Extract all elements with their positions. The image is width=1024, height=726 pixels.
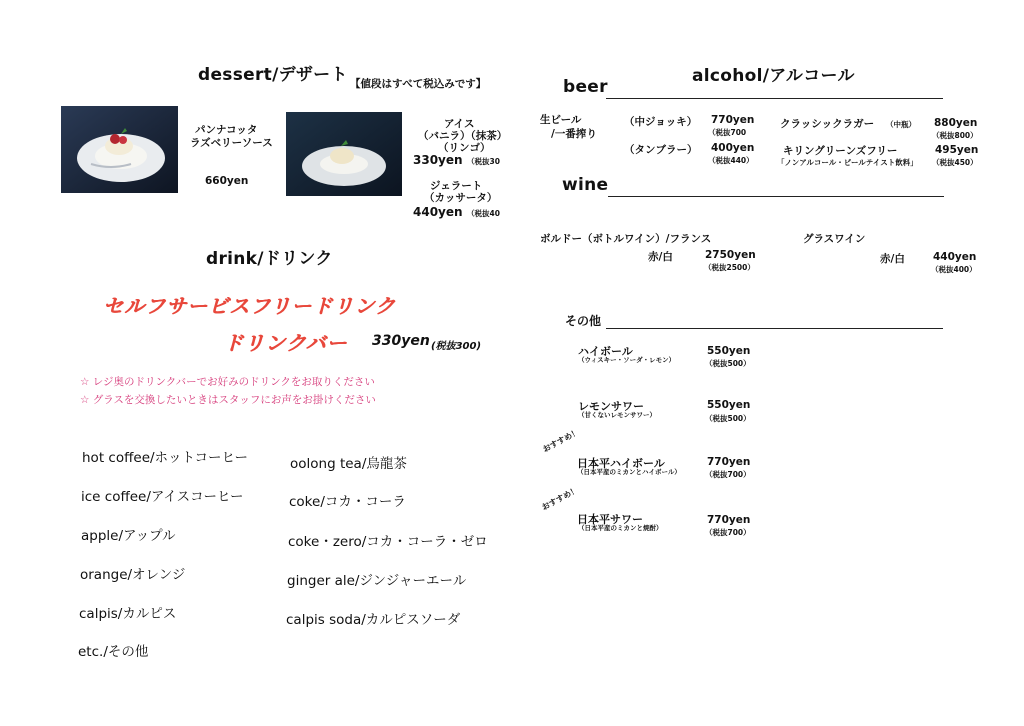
tumbler-label: （タンブラー）	[624, 144, 698, 156]
gelato-name: ジェラート	[430, 180, 483, 192]
drink-item: calpis/カルピス	[79, 606, 177, 622]
drink-note-2: ☆ グラスを交換したいときはスタッフにお声をお掛けください	[80, 394, 376, 406]
drink-item: ice coffee/アイスコーヒー	[81, 489, 244, 505]
drink-note-1: ☆ レジ奥のドリンクバーでお好みのドリンクをお取りください	[80, 376, 375, 388]
nama-beer-2: /一番搾り	[551, 128, 597, 140]
nama-beer-1: 生ビール	[540, 114, 582, 126]
nihondaira-highball-name: 日本平ハイボール	[577, 457, 665, 470]
drink-item: ginger ale/ジンジャーエール	[287, 573, 467, 589]
drink-bar-heading: ドリンクバー	[223, 331, 348, 355]
panna-cotta-photo	[61, 106, 178, 193]
greens-free-tax: （税抜450）	[932, 158, 978, 167]
drink-bar-price: 330yen	[372, 333, 430, 349]
bordeaux-label: ボルドー（ボトルワイン）/フランス	[540, 233, 712, 245]
jokki-label: （中ジョッキ）	[624, 116, 698, 128]
nihondaira-sour-name: 日本平サワー	[577, 513, 643, 526]
lemon-sour-tax: （税抜500）	[705, 414, 751, 423]
other-divider	[606, 328, 943, 329]
lemon-sour-sub: （甘くないレモンサワー）	[578, 411, 656, 419]
panna-name-1: パンナコッタ	[195, 124, 258, 136]
drink-item: calpis soda/カルピスソーダ	[286, 612, 461, 628]
bottle-tax: （税抜2500）	[704, 263, 755, 272]
panna-name-2: ラズベリーソース	[190, 137, 273, 149]
self-service-heading: セルフサービスフリードリンク	[103, 294, 396, 318]
glass-color: 赤/白	[880, 253, 905, 265]
lemon-sour-name: レモンサワー	[578, 400, 644, 413]
bottle-color: 赤/白	[648, 251, 673, 263]
drink-item: orange/オレンジ	[80, 567, 186, 583]
bottle-price: 2750yen	[705, 249, 756, 261]
alcohol-title: alcohol/アルコール	[692, 66, 855, 86]
classic-size: （中瓶）	[886, 120, 916, 129]
highball-sub: （ウィスキー・ソーダ・レモン）	[578, 356, 676, 364]
tumbler-price: 400yen	[711, 142, 755, 154]
nihondaira-sour-price: 770yen	[707, 514, 751, 526]
ice-price: 330yen	[413, 153, 463, 167]
greens-free-note: 「ノンアルコール・ビールテイスト飲料」	[777, 158, 918, 167]
nihondaira-sour-tax: （税抜700）	[705, 528, 751, 537]
panna-price: 660yen	[205, 175, 249, 187]
nihondaira-sour-sub: （日本平産のミカンと焼酎）	[578, 524, 663, 532]
jokki-price: 770yen	[711, 114, 755, 126]
gelato-tax: （税抜40	[467, 209, 500, 218]
ice-cream-photo	[286, 112, 402, 196]
jokki-tax: （税抜700	[708, 128, 747, 137]
recommend-badge: おすすめ！	[540, 485, 580, 513]
greens-free: キリングリーンズフリー	[783, 145, 898, 157]
classic-tax: （税抜800）	[932, 131, 978, 140]
highball-price: 550yen	[707, 345, 751, 357]
lemon-sour-price: 550yen	[707, 399, 751, 411]
wine-divider	[608, 196, 944, 197]
glass-tax: （税抜400）	[931, 265, 977, 274]
drink-item: apple/アップル	[81, 528, 176, 544]
nihondaira-highball-price: 770yen	[707, 456, 751, 468]
drink-item: hot coffee/ホットコーヒー	[82, 450, 248, 466]
beer-divider	[606, 98, 943, 99]
ice-flavors-1: （バニラ）（抹茶）	[418, 130, 508, 142]
highball-tax: （税抜500）	[705, 359, 751, 368]
glass-wine-label: グラスワイン	[803, 233, 866, 245]
glass-price: 440yen	[933, 251, 977, 263]
wine-title: wine	[562, 175, 609, 195]
drink-title: drink/ドリンク	[206, 249, 333, 269]
nihondaira-highball-tax: （税抜700）	[705, 470, 751, 479]
recommend-badge: おすすめ！	[541, 427, 581, 455]
gelato-flavor: （カッサータ）	[424, 192, 498, 204]
drink-item: coke/コカ・コーラ	[289, 494, 406, 510]
dessert-title: dessert/デザート	[198, 65, 348, 85]
classic-lager: クラッシックラガー	[780, 118, 875, 130]
gelato-price: 440yen	[413, 205, 463, 219]
ice-tax: （税抜30	[467, 157, 500, 166]
greens-free-price: 495yen	[935, 144, 979, 156]
classic-price: 880yen	[934, 117, 978, 129]
other-title: その他	[565, 314, 602, 328]
drink-item: etc./その他	[78, 644, 149, 660]
beer-title: beer	[563, 77, 608, 97]
highball-name: ハイボール	[578, 345, 633, 358]
ice-flavors-2: （リンゴ）	[438, 142, 491, 154]
nihondaira-highball-sub: （日本平産のミカンとハイボール）	[577, 468, 681, 476]
drink-item: oolong tea/烏龍茶	[290, 456, 407, 472]
ice-name: アイス	[444, 118, 475, 130]
drink-item: coke・zero/コカ・コーラ・ゼロ	[288, 534, 488, 550]
tumbler-tax: （税抜440）	[708, 156, 754, 165]
drink-bar-tax: (税抜300)	[431, 341, 482, 352]
tax-note: 【値段はすべて税込みです】	[350, 78, 487, 90]
